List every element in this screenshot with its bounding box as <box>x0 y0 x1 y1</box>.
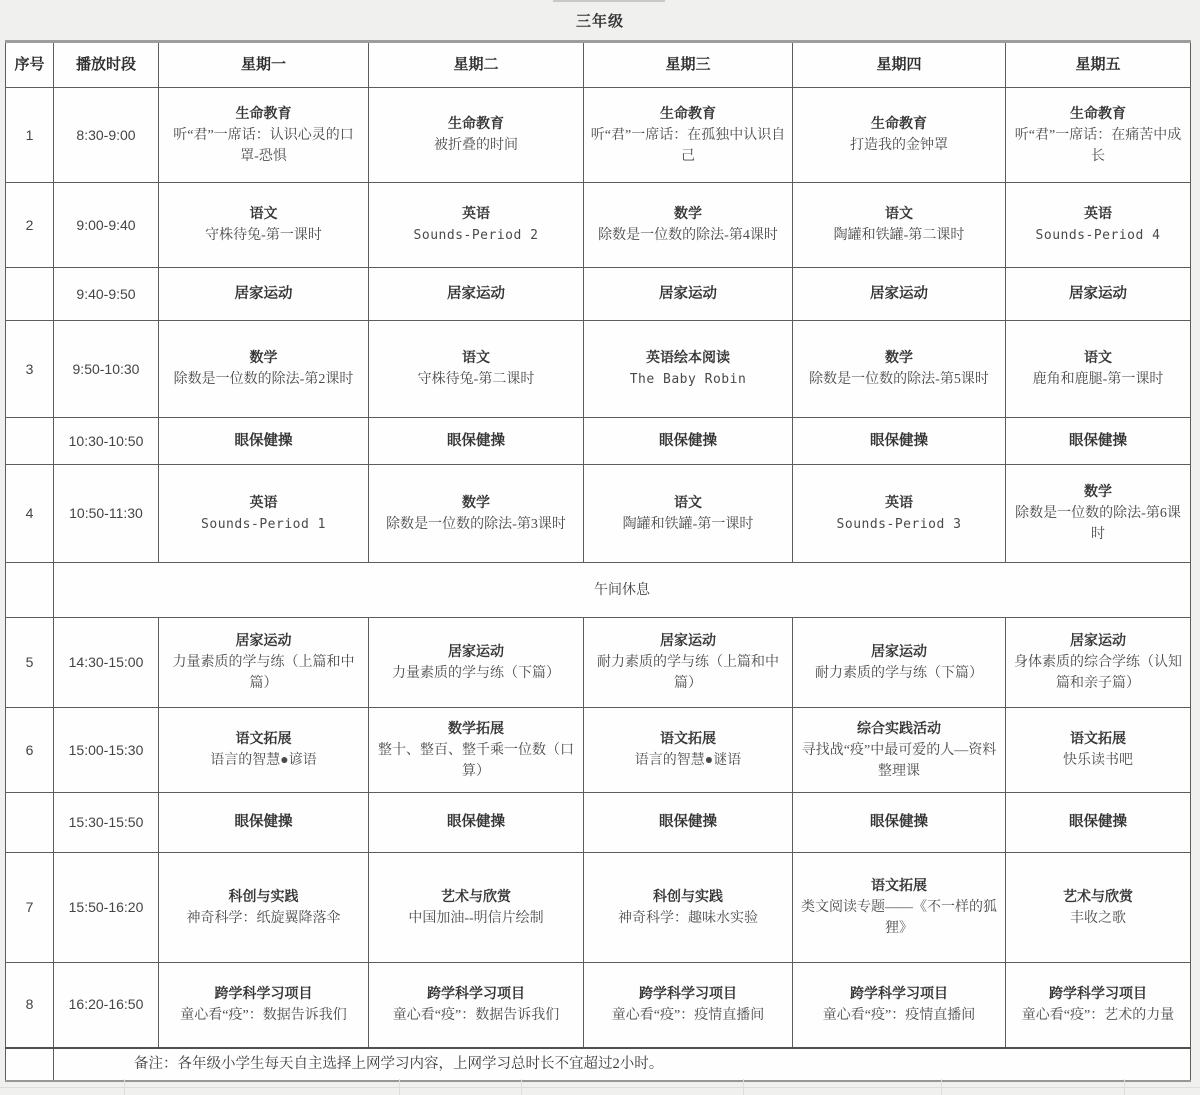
lesson-subject: 语文 <box>885 207 913 222</box>
lesson-cell <box>369 321 584 418</box>
lesson-detail: 打造我的金钟罩 <box>850 138 948 153</box>
lesson-subject: 语文拓展 <box>235 732 292 747</box>
activity-cell <box>159 268 369 321</box>
lesson-row <box>6 708 1191 793</box>
lesson-row <box>6 321 1191 418</box>
activity-label: 眼保健操 <box>447 814 505 830</box>
lesson-cell <box>584 88 793 183</box>
lunch-break-cell: 午间休息 <box>54 563 1191 618</box>
column-header: 星期四 <box>793 42 1006 88</box>
lesson-subject: 生命教育 <box>235 106 292 122</box>
lesson-detail: 神奇科学：纸旋翼降落伞 <box>186 910 341 926</box>
lesson-row <box>6 618 1191 708</box>
lesson-cell <box>1006 183 1191 268</box>
header-row <box>6 42 1191 88</box>
lesson-subject: 跨学科学习项目 <box>1049 986 1147 1002</box>
activity-label: 眼保健操 <box>659 432 717 449</box>
lesson-detail: 类文阅读专题——《不一样的狐狸》 <box>801 900 997 936</box>
lesson-subject: 生命教育 <box>448 117 504 132</box>
lesson-detail: 除数是一位数的除法-第2课时 <box>173 372 354 387</box>
row-number <box>6 793 54 853</box>
lesson-subject: 生命教育 <box>871 117 927 132</box>
lesson-detail: 守株待兔-第二课时 <box>417 372 535 387</box>
grid-line <box>0 1087 1200 1088</box>
lesson-cell <box>793 465 1006 563</box>
time-cell: 10:50-11:30 <box>54 465 159 563</box>
lesson-subject: 英语绘本阅读 <box>646 351 730 366</box>
bottom-spreadsheet-grid <box>0 1079 1200 1095</box>
activity-cell <box>584 268 793 321</box>
row-number <box>6 563 54 618</box>
lesson-detail: 身体素质的综合学练（认知篇和亲子篇） <box>1014 655 1182 691</box>
activity-cell <box>159 793 369 853</box>
lesson-detail: Sounds-Period 3 <box>836 516 962 532</box>
note-cell: 备注：各年级小学生每天自主选择上网学习内容，上网学习总时长不宜超过2小时。 <box>54 1048 1191 1081</box>
lesson-subject: 居家运动 <box>660 634 716 649</box>
lesson-detail: 听“君”一席话：在痛苦中成长 <box>1014 127 1182 164</box>
lesson-detail: 除数是一位数的除法-第3课时 <box>386 516 566 532</box>
lesson-subject: 科创与实践 <box>228 889 299 905</box>
lesson-subject: 跨学科学习项目 <box>427 986 525 1002</box>
time-cell: 9:00-9:40 <box>54 183 159 268</box>
grid-line <box>941 1079 942 1095</box>
time-cell: 15:00-15:30 <box>54 708 159 793</box>
lesson-subject: 英语 <box>1084 207 1112 222</box>
lesson-cell <box>159 708 369 793</box>
lesson-subject: 数学 <box>249 351 278 366</box>
lesson-subject: 跨学科学习项目 <box>639 986 737 1002</box>
activity-cell <box>159 418 369 465</box>
schedule-table <box>5 40 1191 1082</box>
row-number <box>6 268 54 321</box>
activity-label: 眼保健操 <box>870 814 928 830</box>
activity-label: 眼保健操 <box>870 432 928 449</box>
activity-label: 眼保健操 <box>234 432 293 449</box>
lesson-detail: The Baby Robin <box>629 372 747 387</box>
top-edge-artifact <box>553 0 665 2</box>
lesson-subject: 数学 <box>1084 485 1112 500</box>
lesson-detail: 除数是一位数的除法-第4课时 <box>598 228 778 243</box>
lesson-detail: 除数是一位数的除法-第6课时 <box>1015 506 1181 542</box>
activity-cell <box>793 268 1006 321</box>
lesson-cell <box>584 618 793 708</box>
lesson-cell <box>1006 465 1191 563</box>
span-row <box>6 563 1191 618</box>
lesson-subject: 英语 <box>885 495 913 511</box>
lesson-subject: 语文 <box>1084 351 1112 366</box>
lesson-subject: 跨学科学习项目 <box>850 986 948 1002</box>
column-header: 播放时段 <box>54 42 159 88</box>
lesson-cell <box>584 963 793 1048</box>
time-cell: 10:30-10:50 <box>54 418 159 465</box>
row-number: 3 <box>6 321 54 418</box>
activity-label: 居家运动 <box>234 285 293 302</box>
activity-cell <box>1006 793 1191 853</box>
lesson-row <box>6 88 1191 183</box>
lesson-row <box>6 465 1191 563</box>
lesson-cell <box>159 183 369 268</box>
activity-cell <box>584 418 793 465</box>
lesson-detail: 耐力素质的学与练（下篇） <box>815 665 983 681</box>
activity-cell <box>584 793 793 853</box>
activity-row <box>6 268 1191 321</box>
lesson-detail: 陶罐和铁罐-第一课时 <box>622 516 754 532</box>
lesson-cell <box>159 321 369 418</box>
activity-label: 眼保健操 <box>447 432 505 449</box>
lesson-detail: 听“君”一席话：在孤独中认识自己 <box>590 127 786 164</box>
lesson-subject: 生命教育 <box>1070 106 1126 122</box>
lesson-detail: 被折叠的时间 <box>434 138 518 153</box>
lesson-subject: 居家运动 <box>448 644 504 660</box>
lesson-subject: 科创与实践 <box>653 889 723 905</box>
lesson-cell <box>793 708 1006 793</box>
activity-cell <box>369 268 584 321</box>
grid-line <box>124 1079 125 1095</box>
lesson-detail: 快乐读书吧 <box>1063 753 1133 768</box>
activity-label: 居家运动 <box>1069 285 1127 302</box>
lesson-subject: 跨学科学习项目 <box>214 986 313 1002</box>
activity-label: 眼保健操 <box>659 814 717 830</box>
row-number: 6 <box>6 708 54 793</box>
lesson-detail: Sounds-Period 4 <box>1035 228 1161 243</box>
lesson-row <box>6 183 1191 268</box>
lesson-subject: 语文 <box>462 351 490 366</box>
lesson-cell <box>159 853 369 963</box>
lesson-detail: Sounds-Period 2 <box>413 228 539 243</box>
lesson-cell <box>793 853 1006 963</box>
lesson-subject: 语文 <box>249 207 278 222</box>
lesson-subject: 语文拓展 <box>1070 732 1126 747</box>
lesson-cell <box>793 183 1006 268</box>
time-cell: 9:50-10:30 <box>54 321 159 418</box>
lesson-detail: 守株待兔-第一课时 <box>205 228 322 243</box>
lesson-subject: 语文 <box>674 495 702 511</box>
activity-label: 居家运动 <box>870 285 928 302</box>
lesson-detail: 童心看“疫”：疫情直播间 <box>822 1007 976 1023</box>
lesson-subject: 数学 <box>885 351 913 366</box>
activity-cell <box>369 793 584 853</box>
lesson-cell <box>584 708 793 793</box>
grid-line <box>743 1079 744 1095</box>
row-number: 2 <box>6 183 54 268</box>
activity-label: 居家运动 <box>659 285 717 302</box>
lesson-cell <box>584 465 793 563</box>
lesson-cell <box>369 708 584 793</box>
activity-label: 眼保健操 <box>1069 432 1127 449</box>
grid-line <box>521 1079 522 1095</box>
lesson-detail: 童心看“疫”：疫情直播间 <box>611 1007 765 1023</box>
lesson-subject: 居家运动 <box>871 644 927 660</box>
lesson-subject: 英语 <box>462 207 490 222</box>
lesson-cell <box>584 321 793 418</box>
time-cell: 14:30-15:00 <box>54 618 159 708</box>
lesson-subject: 艺术与欣赏 <box>441 889 511 905</box>
lesson-detail: 语言的智慧●谚语 <box>210 753 317 768</box>
lesson-detail: 寻找战“疫”中最可爱的人—资料整理课 <box>801 742 997 779</box>
lesson-cell <box>369 183 584 268</box>
lesson-detail: 耐力素质的学与练（上篇和中篇） <box>597 655 779 691</box>
lesson-cell <box>369 963 584 1048</box>
column-header: 星期二 <box>369 42 584 88</box>
row-number: 7 <box>6 853 54 963</box>
time-cell: 8:30-9:00 <box>54 88 159 183</box>
lesson-cell <box>159 465 369 563</box>
lesson-detail: 童心看“疫”：数据告诉我们 <box>180 1007 347 1023</box>
lesson-subject: 数学 <box>674 207 702 222</box>
lesson-detail: 整十、整百、整千乘一位数（口算） <box>378 742 574 779</box>
column-header: 星期三 <box>584 42 793 88</box>
lesson-detail: 除数是一位数的除法-第5课时 <box>809 372 989 387</box>
column-header: 星期五 <box>1006 42 1191 88</box>
time-cell: 15:50-16:20 <box>54 853 159 963</box>
column-header: 序号 <box>6 42 54 88</box>
grid-line <box>1124 1079 1125 1095</box>
lesson-detail: 听“君”一席话：认识心灵的口罩-恐惧 <box>173 127 354 164</box>
row-number: 8 <box>6 963 54 1048</box>
lesson-detail: 中国加油--明信片绘制 <box>408 910 544 926</box>
lesson-cell <box>1006 708 1191 793</box>
lesson-cell <box>793 88 1006 183</box>
lesson-detail: 鹿角和鹿腿-第一课时 <box>1032 372 1164 387</box>
lesson-cell <box>369 853 584 963</box>
lesson-cell <box>369 618 584 708</box>
row-number <box>6 418 54 465</box>
lesson-detail: 丰收之歌 <box>1070 910 1126 926</box>
row-number: 1 <box>6 88 54 183</box>
lesson-subject: 艺术与欣赏 <box>1063 889 1133 905</box>
activity-cell <box>793 793 1006 853</box>
lesson-subject: 综合实践活动 <box>857 721 941 737</box>
lesson-subject: 居家运动 <box>235 634 292 649</box>
lesson-cell <box>159 618 369 708</box>
lesson-subject: 居家运动 <box>1070 634 1126 649</box>
lesson-detail: 童心看“疫”：数据告诉我们 <box>392 1007 560 1023</box>
lesson-row <box>6 853 1191 963</box>
title-bar <box>0 0 1200 40</box>
lesson-subject: 生命教育 <box>660 106 716 122</box>
lesson-subject: 英语 <box>249 495 278 511</box>
activity-row <box>6 418 1191 465</box>
note-row <box>6 1048 1191 1081</box>
lesson-cell <box>1006 321 1191 418</box>
lesson-detail: 童心看“疫”：艺术的力量 <box>1021 1007 1175 1023</box>
lesson-detail: 陶罐和铁罐-第二课时 <box>833 228 965 243</box>
activity-label: 眼保健操 <box>1069 814 1127 830</box>
lesson-subject: 数学拓展 <box>448 721 504 737</box>
lesson-detail: Sounds-Period 1 <box>201 516 326 532</box>
lesson-row <box>6 963 1191 1048</box>
lesson-detail: 神奇科学：趣味水实验 <box>618 910 758 926</box>
lesson-cell <box>1006 963 1191 1048</box>
activity-label: 眼保健操 <box>234 814 293 830</box>
activity-label: 居家运动 <box>447 285 505 302</box>
lesson-cell <box>584 183 793 268</box>
lesson-detail: 力量素质的学与练（下篇） <box>392 665 560 681</box>
column-header: 星期一 <box>159 42 369 88</box>
lesson-cell <box>1006 618 1191 708</box>
lesson-detail: 语言的智慧●谜语 <box>634 753 742 768</box>
activity-cell <box>369 418 584 465</box>
page-title: 三年级 <box>575 13 624 30</box>
grid-line <box>399 1079 400 1095</box>
lesson-cell <box>159 88 369 183</box>
activity-cell <box>793 418 1006 465</box>
time-cell: 15:30-15:50 <box>54 793 159 853</box>
lesson-cell <box>1006 88 1191 183</box>
lesson-subject: 数学 <box>462 495 490 511</box>
time-cell: 16:20-16:50 <box>54 963 159 1048</box>
lesson-cell <box>1006 853 1191 963</box>
lesson-cell <box>584 853 793 963</box>
lesson-cell <box>159 963 369 1048</box>
row-number: 4 <box>6 465 54 563</box>
time-cell: 9:40-9:50 <box>54 268 159 321</box>
activity-row <box>6 793 1191 853</box>
lesson-detail: 力量素质的学与练（上篇和中篇） <box>172 655 355 691</box>
activity-cell <box>1006 268 1191 321</box>
lesson-cell <box>793 618 1006 708</box>
lesson-cell <box>369 88 584 183</box>
lesson-cell <box>369 465 584 563</box>
row-number: 5 <box>6 618 54 708</box>
activity-cell <box>1006 418 1191 465</box>
row-number <box>6 1048 54 1081</box>
lesson-subject: 语文拓展 <box>660 732 716 747</box>
lesson-subject: 语文拓展 <box>871 879 927 894</box>
lesson-cell <box>793 321 1006 418</box>
lesson-cell <box>793 963 1006 1048</box>
